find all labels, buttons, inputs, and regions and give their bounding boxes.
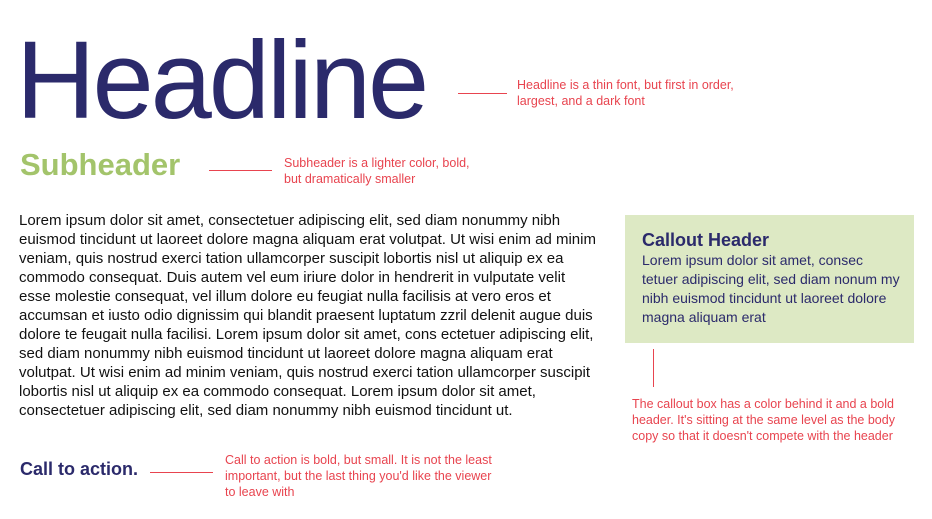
subheader-annotation: Subheader is a lighter color, bold, but dramatically smaller (284, 156, 470, 186)
call-to-action-connector-line (150, 472, 213, 473)
subheader: Subheader (20, 147, 181, 182)
headline-annotation: Headline is a thin font, but first in order, largest, and a dark font (517, 78, 734, 108)
callout-body: Lorem ipsum dolor sit amet, consec tetuer adipiscing elit, sed diam nonum my nibh euismod tincidunt ut laoreet dolore magna aliquam erat (642, 252, 900, 325)
call-to-action: Call to action. (20, 459, 139, 479)
call-to-action-annotation: Call to action is bold, but small. It is not the least important, but the last thing you'd like the viewer to leave with (225, 453, 492, 499)
callout-header: Callout Header (642, 230, 770, 250)
callout-annotation: The callout box has a color behind it and a bold header. It's sitting at the same level as the body copy so that it doesn't compete with the header (632, 397, 895, 443)
subheader-connector-line (209, 170, 272, 171)
headline-connector-line (458, 93, 507, 94)
body-copy: Lorem ipsum dolor sit amet, consectetuer adipiscing elit, sed diam nonummy nibh euismod tincidunt ut laoreet dolore magna aliquam erat volutpat. Ut wisi enim ad minim veniam, quis nostrud exerci tation ullamcorper suscipit lobortis nisl ut aliquip ex ea commodo consequat. Duis autem vel eum iriure dolor in hendrerit in vulputate velit esse molestie consequat, vel illum dolore eu feugiat nulla facilisis at vero eros et accumsan et iusto odio dignissim qui blandit praesent luptatum zzril delenit augue duis dolore te feugait nulla facilisi. Lorem ipsum dolor sit amet, cons ectetuer adipiscing elit, sed diam nonummy nibh euismod tincidunt ut laoreet dolore magna aliquam erat volutpat. Ut wisi enim ad minim veniam, quis nostrud exerci tation ullamcorper suscipit lobortis nisl ut aliquip ex ea commodo consequat. Lorem ipsum dolor sit amet, consectetuer adipiscing elit, sed diam nonummy nibh euismod tincidunt ut. (19, 212, 596, 419)
callout-connector-line (653, 349, 654, 387)
headline: Headline (16, 19, 427, 142)
callout-box (625, 215, 914, 343)
